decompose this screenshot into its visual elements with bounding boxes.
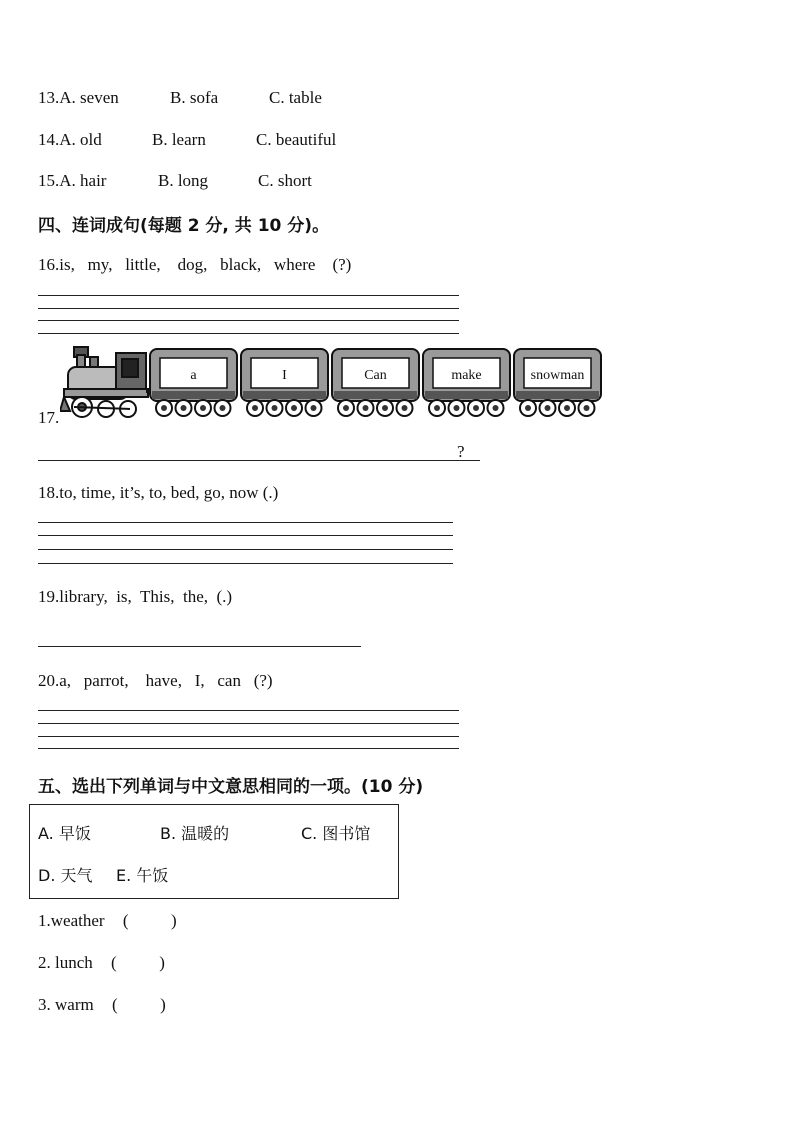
question-words: is, my, little, dog, black, where (?) xyxy=(59,255,352,274)
option-b: B. long xyxy=(158,171,209,190)
answer-line[interactable] xyxy=(38,748,459,749)
option-b: B. learn xyxy=(152,130,206,149)
question-number: 19. xyxy=(38,587,60,606)
item-label: 1.weather xyxy=(38,911,105,930)
answer-line[interactable] xyxy=(38,320,459,321)
answer-line[interactable] xyxy=(38,723,459,724)
answer-line[interactable] xyxy=(38,549,453,550)
question-20 xyxy=(38,671,273,691)
word-bank-option-e: E. 午饭 xyxy=(116,866,169,885)
question-number: 15. xyxy=(38,171,60,190)
train-car-word: Can xyxy=(364,368,387,383)
option-a: A. hair xyxy=(59,171,107,190)
train-car-word: a xyxy=(190,368,197,383)
answer-line[interactable] xyxy=(38,460,480,461)
section-4-title: 四、连词成句(每题 2 分, 共 10 分)。 xyxy=(38,216,330,236)
match-item-3 xyxy=(38,995,166,1015)
option-a: A. seven xyxy=(59,88,119,107)
match-item-2 xyxy=(38,953,165,973)
answer-line[interactable] xyxy=(38,522,453,523)
question-number: 16. xyxy=(38,255,60,274)
question-number: 14. xyxy=(38,130,60,149)
item-label: 2. lunch xyxy=(38,953,93,972)
question-16 xyxy=(38,255,351,275)
answer-paren[interactable]: ( ) xyxy=(111,995,166,1014)
answer-line[interactable] xyxy=(38,535,453,536)
question-14 xyxy=(38,130,438,152)
train-car xyxy=(241,349,328,416)
answer-line[interactable] xyxy=(38,710,459,711)
word-bank-option-c: C. 图书馆 xyxy=(301,824,371,843)
option-c: C. short xyxy=(258,171,312,190)
question-15 xyxy=(38,171,438,193)
word-bank-option-b: B. 温暖的 xyxy=(160,824,230,843)
question-number: 18. xyxy=(38,483,60,502)
option-b: B. sofa xyxy=(170,88,219,107)
option-c: C. beautiful xyxy=(256,130,337,149)
answer-line[interactable] xyxy=(38,736,459,737)
locomotive-icon xyxy=(60,347,148,417)
answer-line[interactable] xyxy=(38,295,459,296)
answer-line[interactable] xyxy=(38,563,453,564)
question-number: 17. xyxy=(38,408,60,427)
answer-line[interactable] xyxy=(38,308,459,309)
answer-paren[interactable]: ( ) xyxy=(122,911,177,930)
question-number: 20. xyxy=(38,671,60,690)
question-19 xyxy=(38,587,232,607)
train-car-word: I xyxy=(282,368,287,383)
answer-line[interactable] xyxy=(38,333,459,334)
train-car-word: snowman xyxy=(530,368,585,383)
train-car xyxy=(423,349,510,416)
question-words: library, is, This, the, (.) xyxy=(59,587,233,606)
answer-paren[interactable]: ( ) xyxy=(111,953,165,972)
word-bank-option-d: D. 天气 xyxy=(38,866,93,885)
option-a: A. old xyxy=(59,130,102,149)
train-car xyxy=(514,349,601,416)
item-label: 3. warm xyxy=(38,995,94,1014)
question-13 xyxy=(38,88,438,110)
question-mark: ? xyxy=(457,442,465,461)
question-18 xyxy=(38,483,278,503)
answer-line[interactable] xyxy=(38,646,361,647)
question-words: a, parrot, have, I, can (?) xyxy=(59,671,273,690)
train-car xyxy=(332,349,419,416)
match-item-1 xyxy=(38,911,177,931)
section-5-title: 五、选出下列单词与中文意思相同的一项。(10 分) xyxy=(38,777,424,797)
word-bank-option-a: A. 早饭 xyxy=(38,824,91,843)
train-car-word: make xyxy=(451,368,482,383)
option-c: C. table xyxy=(269,88,322,107)
question-number: 13. xyxy=(38,88,60,107)
train-car xyxy=(150,349,237,416)
train-illustration xyxy=(60,345,605,423)
question-words: to, time, it’s, to, bed, go, now (.) xyxy=(59,483,279,502)
